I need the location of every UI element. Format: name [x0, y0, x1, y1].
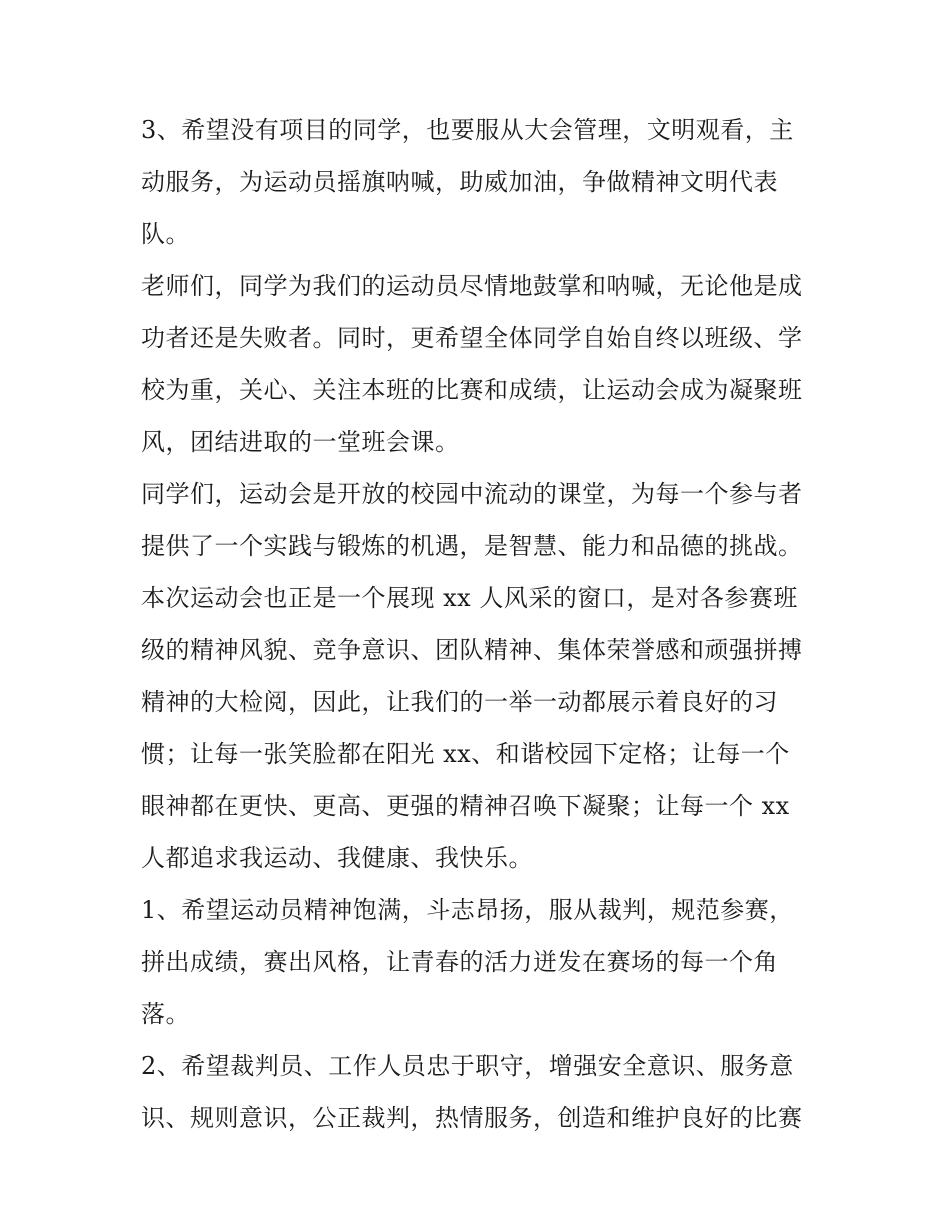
paragraph-spectator-request: 3、希望没有项目的同学，也要服从大会管理，文明观看，主 动服务，为运动员摇旗呐喊，助威加油，争做精神文明代表 队。	[141, 116, 794, 248]
paragraph-teacher-appeal: 老师们，同学为我们的运动员尽情地鼓掌和呐喊，无论他是成 功者还是失败者。同时，更希望全体同学自始自终以班级、学 校为重，关心、关注本班的比赛和成绩，让运动会成为凝聚班 风，团结进取的一堂班会课。	[141, 272, 803, 456]
paragraph-athlete-request: 1、希望运动员精神饱满，斗志昂扬，服从裁判，规范参赛， 拼出成绩，赛出风格，让青春的活力迸发在赛场的每一个角 落。	[141, 896, 794, 1028]
document-body	[141, 104, 821, 1144]
paragraph-referee-request: 2、希望裁判员、工作人员忠于职守，增强安全意识、服务意 识、规则意识，公正裁判，热情服务，创造和维护良好的比赛	[141, 1052, 803, 1132]
paragraph-sports-meet-meaning: 同学们，运动会是开放的校园中流动的课堂，为每一个参与者 提供了一个实践与锻炼的机遇，是智慧、能力和品德的挑战。 本次运动会也正是一个展现 xx 人风采的窗口，是对各参赛班 级的精神风貌、竞争意识、团队精神、集体荣誉感和顽强拼搏 精神的大检阅，因此，让我们的一举一动都展示着良好的习 惯；让每一张笑脸都在阳光 xx、和谐校园下定格；让每一个 眼神都在更快、更高、更强的精神召唤下凝聚；让每一个 xx 人都追求我运动、我健康、我快乐。	[141, 480, 803, 872]
